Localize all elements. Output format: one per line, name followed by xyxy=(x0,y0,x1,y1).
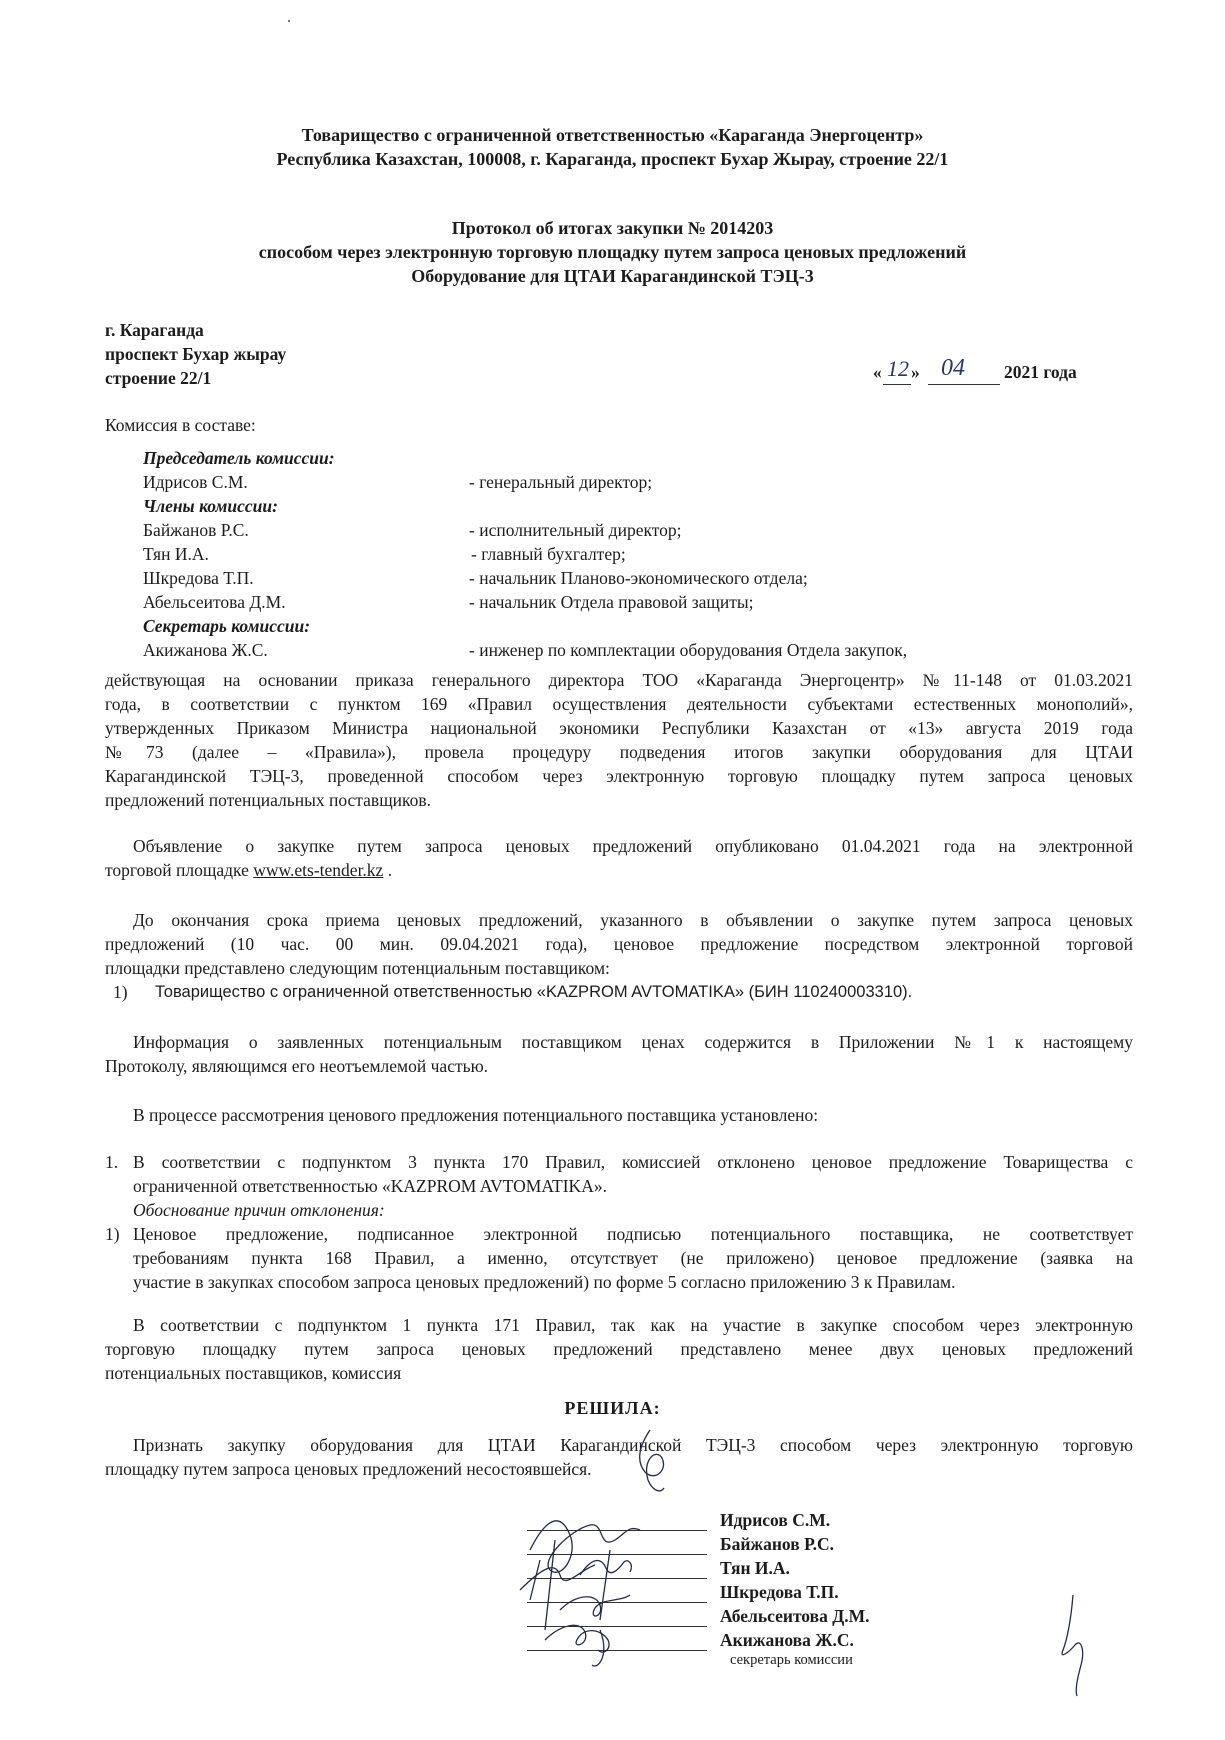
chair-role: - генеральный директор; xyxy=(469,472,653,492)
text-line: Ценовое предложение, подписанное электронной подписью потенциального поставщика, не соответствует xyxy=(133,1224,1133,1244)
text-line: До окончания срока приема ценовых предложений, указанного в объявлении о закупке путем запроса ценовых xyxy=(133,910,1133,930)
date-month: 04 xyxy=(941,355,965,381)
signatory-name: Шкредова Т.П. xyxy=(720,1582,839,1602)
date-year: 2021 года xyxy=(1004,362,1077,382)
signatory-name: Идрисов С.М. xyxy=(720,1510,831,1530)
handwritten-signatures xyxy=(500,1480,720,1680)
text-line: ограниченной ответственностью «KAZPROM AVTOMATIKA». xyxy=(133,1176,607,1196)
text-line: участие в закупках способом запроса ценовых предложений) по форме 5 согласно приложению 3 к Правилам. xyxy=(133,1272,956,1292)
company-address: Республика Казахстан, 100008, г. Караганда, проспект Бухар Жырау, строение 22/1 xyxy=(276,149,949,169)
members-heading: Члены комиссии: xyxy=(143,496,278,516)
info-line-2: Протоколу, являющимся его неотъемлемой частью. xyxy=(105,1056,489,1076)
text-line: В соответствии с подпунктом 1 пункта 171 Правил, так как на участие в закупке способом через электронную xyxy=(133,1315,1133,1335)
info-line xyxy=(133,1030,1133,1054)
protocol-subject: Оборудование для ЦТАИ Карагандинской ТЭЦ-3 xyxy=(411,266,814,286)
secretary-role: - инженер по комплектации оборудования Отдела закупок, xyxy=(469,640,908,660)
chair-name: Идрисов С.М. xyxy=(143,472,248,492)
protocol-title: Протокол об итогах закупки № 2014203 xyxy=(451,218,774,238)
chair-heading: Председатель комиссии: xyxy=(143,448,335,468)
supplier-item-number: 1) xyxy=(113,982,128,1002)
announcement-line xyxy=(133,834,1133,858)
member-name: Тян И.А. xyxy=(143,544,209,564)
member-role: - исполнительный директор; xyxy=(469,520,682,540)
paragraph-basis xyxy=(105,668,1133,812)
decision-line-2: площадку путем запроса ценовых предложений несостоявшейся. xyxy=(105,1459,592,1479)
member-name: Абельсеитова Д.М. xyxy=(143,592,286,612)
secretary-caption: секретарь комиссии xyxy=(730,1652,853,1668)
deadline-para xyxy=(105,932,1133,980)
decision-heading: РЕШИЛА: xyxy=(564,1398,661,1418)
finding-text xyxy=(133,1150,1133,1198)
text-line: Объявление о закупке путем запроса ценовых предложений опубликовано 01.04.2021 года на электронной xyxy=(133,836,1133,856)
text-line: Карагандинской ТЭЦ-3, проведенной способом через электронную торговую площадку путем запроса ценовых xyxy=(105,766,1133,786)
text-line: требованиям пункта 168 Правил, а именно, отсутствует (не приложено) ценовое предложение (заявка на xyxy=(133,1248,1133,1268)
member-role: - главный бухгалтер; xyxy=(471,544,626,564)
text-line: предложений потенциальных поставщиков. xyxy=(105,790,432,810)
signatory-name: Тян И.А. xyxy=(720,1558,790,1578)
member-role: - начальник Отдела правовой защиты; xyxy=(469,592,754,612)
deadline-line xyxy=(133,908,1133,932)
text-line: торговую площадку путем запроса ценовых предложений представлено менее двух ценовых предложений xyxy=(105,1339,1133,1359)
signatory-name: Абельсеитова Д.М. xyxy=(720,1606,870,1626)
company-name: Товарищество с ограниченной ответственностью «Караганда Энергоцентр» xyxy=(301,125,924,145)
commission-intro: Комиссия в составе: xyxy=(105,415,256,435)
place-city: г. Караганда xyxy=(105,320,204,340)
announcement-line-2 xyxy=(105,858,392,882)
place-street: проспект Бухар жырау xyxy=(105,344,287,364)
text-line: . xyxy=(383,860,393,880)
protocol-method: способом через электронную торговую площадку путем запроса ценовых предложений xyxy=(258,242,967,262)
reason-text xyxy=(133,1222,1133,1294)
member-role: - начальник Планово-экономического отдела; xyxy=(469,568,808,588)
reason-number: 1) xyxy=(105,1224,120,1244)
text-line: утвержденных Приказом Министра национальной экономики Республики Казахстан от «13» августа 2019 года xyxy=(105,718,1133,738)
secretary-heading: Секретарь комиссии: xyxy=(143,616,311,636)
member-name: Шкредова Т.П. xyxy=(143,568,254,588)
text-line: Информация о заявленных потенциальным поставщиком ценах содержится в Приложении №1 к настоящему xyxy=(133,1032,1133,1052)
reason-heading: Обоснование причин отклонения: xyxy=(133,1200,385,1220)
rule-para xyxy=(105,1337,1133,1385)
text-line: потенциальных поставщиков, комиссия xyxy=(105,1363,402,1383)
page-initials-mark xyxy=(1045,1590,1105,1700)
finding-number: 1. xyxy=(105,1152,119,1172)
member-name: Байжанов Р.С. xyxy=(143,520,249,540)
supplier-item: Товарищество с ограниченной ответственностью «KAZPROM AVTOMATIKA» (БИН 110240003310). xyxy=(155,983,913,1001)
scan-speck xyxy=(288,20,290,22)
protocol-date: « 12 » 04 2021 года xyxy=(873,360,1093,388)
place-building: строение 22/1 xyxy=(105,368,212,388)
text-line: года, в соответствии с пунктом 169 «Правил осуществления деятельности субъектами естественных монополий», xyxy=(105,694,1133,714)
text-line: №73 (далее – «Правила»), провела процедуру подведения итогов закупки оборудования для ЦТАИ xyxy=(105,742,1133,762)
signatory-name: Байжанов Р.С. xyxy=(720,1534,834,1554)
text-line: торговой площадке xyxy=(105,860,249,880)
decision-signature-mark xyxy=(620,1420,710,1500)
secretary-name: Акижанова Ж.С. xyxy=(143,640,268,660)
ets-tender-link[interactable]: www.ets-tender.kz xyxy=(253,860,384,880)
rule-line xyxy=(133,1313,1133,1337)
date-day: 12 xyxy=(887,356,909,381)
signatory-name: Акижанова Ж.С. xyxy=(720,1630,854,1650)
text-line: Признать закупку оборудования для ЦТАИ Карагандинской ТЭЦ-3 способом через электронную торговую xyxy=(133,1435,1133,1455)
text-line: площадки представлено следующим потенциальным поставщиком: xyxy=(105,958,610,978)
text-line: действующая на основании приказа генерального директора ТОО «Караганда Энергоцентр» №11-148 от 01.03.2021 xyxy=(105,670,1133,690)
text-line: предложений (10 час. 00 мин. 09.04.2021 года), ценовое предложение посредством электронной торговой xyxy=(105,934,1133,954)
review-statement: В процессе рассмотрения ценового предложения потенциального поставщика установлено: xyxy=(133,1105,819,1125)
text-line: В соответствии с подпунктом 3 пункта 170 Правил, комиссией отклонено ценовое предложение Товарищества с xyxy=(133,1152,1133,1172)
